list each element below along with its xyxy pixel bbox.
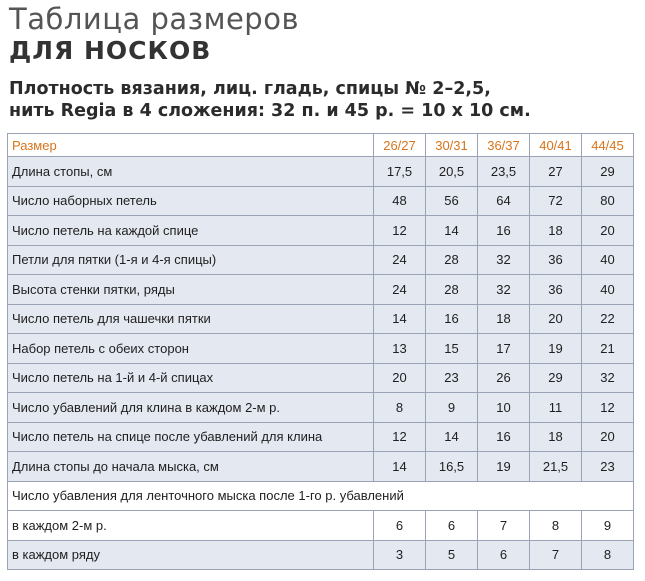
table-row <box>8 540 634 570</box>
value-cell: 36 <box>530 245 582 275</box>
value-cell: 5 <box>426 540 478 570</box>
size-table <box>7 133 634 570</box>
value-cell: 6 <box>478 540 530 570</box>
value-cell: 72 <box>530 186 582 216</box>
value-cell: 14 <box>426 216 478 246</box>
value-cell: 13 <box>374 334 426 364</box>
page-title: Таблица размеров <box>9 2 300 36</box>
gauge-text <box>9 78 531 122</box>
value-cell: 9 <box>582 511 634 541</box>
value-cell: 22 <box>582 304 634 334</box>
row-label: Число наборных петель <box>8 186 374 216</box>
value-cell: 16 <box>426 304 478 334</box>
row-label: Высота стенки пятки, ряды <box>8 275 374 305</box>
value-cell: 7 <box>478 511 530 541</box>
value-cell: 8 <box>374 393 426 423</box>
value-cell: 20 <box>582 216 634 246</box>
row-label: в каждом 2-м р. <box>8 511 374 541</box>
value-cell: 23 <box>426 363 478 393</box>
value-cell: 18 <box>530 422 582 452</box>
value-cell: 20 <box>374 363 426 393</box>
row-label: Число убавлений для клина в каждом 2-м р. <box>8 393 374 423</box>
toe-heading: Число убавления для ленточного мыска после 1-го р. убавлений <box>8 481 634 511</box>
value-cell: 20 <box>582 422 634 452</box>
page-subtitle: ДЛЯ НОСКОВ <box>9 36 212 65</box>
row-label: Число петель для чашечки пятки <box>8 304 374 334</box>
value-cell: 14 <box>374 304 426 334</box>
value-cell: 16 <box>478 216 530 246</box>
value-cell: 21,5 <box>530 452 582 482</box>
value-cell: 12 <box>374 422 426 452</box>
value-cell: 18 <box>530 216 582 246</box>
value-cell: 80 <box>582 186 634 216</box>
value-cell: 21 <box>582 334 634 364</box>
value-cell: 17 <box>478 334 530 364</box>
row-label: Число петель на каждой спице <box>8 216 374 246</box>
table-row <box>8 157 634 187</box>
value-cell: 32 <box>478 275 530 305</box>
table-row <box>8 334 634 364</box>
value-cell: 36 <box>530 275 582 305</box>
table-row <box>8 393 634 423</box>
size-header: 44/45 <box>582 134 634 157</box>
value-cell: 19 <box>530 334 582 364</box>
row-label: Число петель на 1-й и 4-й спицах <box>8 363 374 393</box>
value-cell: 29 <box>530 363 582 393</box>
value-cell: 16,5 <box>426 452 478 482</box>
value-cell: 8 <box>530 511 582 541</box>
value-cell: 20,5 <box>426 157 478 187</box>
value-cell: 12 <box>374 216 426 246</box>
value-cell: 9 <box>426 393 478 423</box>
value-cell: 24 <box>374 245 426 275</box>
value-cell: 32 <box>478 245 530 275</box>
value-cell: 27 <box>530 157 582 187</box>
row-label: Число петель на спице после убавлений для клина <box>8 422 374 452</box>
value-cell: 28 <box>426 275 478 305</box>
value-cell: 23,5 <box>478 157 530 187</box>
table-header-row <box>8 134 634 157</box>
table-row <box>8 245 634 275</box>
value-cell: 8 <box>582 540 634 570</box>
value-cell: 64 <box>478 186 530 216</box>
value-cell: 18 <box>478 304 530 334</box>
size-column-header: Размер <box>8 134 374 157</box>
table-row <box>8 452 634 482</box>
value-cell: 56 <box>426 186 478 216</box>
value-cell: 29 <box>582 157 634 187</box>
value-cell: 23 <box>582 452 634 482</box>
value-cell: 15 <box>426 334 478 364</box>
value-cell: 40 <box>582 275 634 305</box>
table-row <box>8 275 634 305</box>
value-cell: 28 <box>426 245 478 275</box>
value-cell: 16 <box>478 422 530 452</box>
row-label: Набор петель с обеих сторон <box>8 334 374 364</box>
table-row <box>8 304 634 334</box>
table-row <box>8 511 634 541</box>
toe-heading-row <box>8 481 634 511</box>
table-row <box>8 216 634 246</box>
value-cell: 6 <box>426 511 478 541</box>
value-cell: 26 <box>478 363 530 393</box>
table-row <box>8 422 634 452</box>
size-header: 36/37 <box>478 134 530 157</box>
value-cell: 10 <box>478 393 530 423</box>
value-cell: 40 <box>582 245 634 275</box>
size-header: 30/31 <box>426 134 478 157</box>
row-label: в каждом ряду <box>8 540 374 570</box>
value-cell: 3 <box>374 540 426 570</box>
size-header: 40/41 <box>530 134 582 157</box>
value-cell: 11 <box>530 393 582 423</box>
value-cell: 7 <box>530 540 582 570</box>
row-label: Длина стопы до начала мыска, см <box>8 452 374 482</box>
size-header: 26/27 <box>374 134 426 157</box>
value-cell: 48 <box>374 186 426 216</box>
value-cell: 17,5 <box>374 157 426 187</box>
value-cell: 14 <box>374 452 426 482</box>
value-cell: 14 <box>426 422 478 452</box>
value-cell: 6 <box>374 511 426 541</box>
gauge-line-2: нить Regia в 4 сложения: 32 п. и 45 р. = 10 х 10 см. <box>9 101 531 121</box>
row-label: Петли для пятки (1-я и 4-я спицы) <box>8 245 374 275</box>
value-cell: 19 <box>478 452 530 482</box>
value-cell: 32 <box>582 363 634 393</box>
table-row <box>8 186 634 216</box>
value-cell: 12 <box>582 393 634 423</box>
row-label: Длина стопы, см <box>8 157 374 187</box>
value-cell: 24 <box>374 275 426 305</box>
gauge-line-1: Плотность вязания, лиц. гладь, спицы № 2–2,5, <box>9 79 491 99</box>
table-row <box>8 363 634 393</box>
value-cell: 20 <box>530 304 582 334</box>
